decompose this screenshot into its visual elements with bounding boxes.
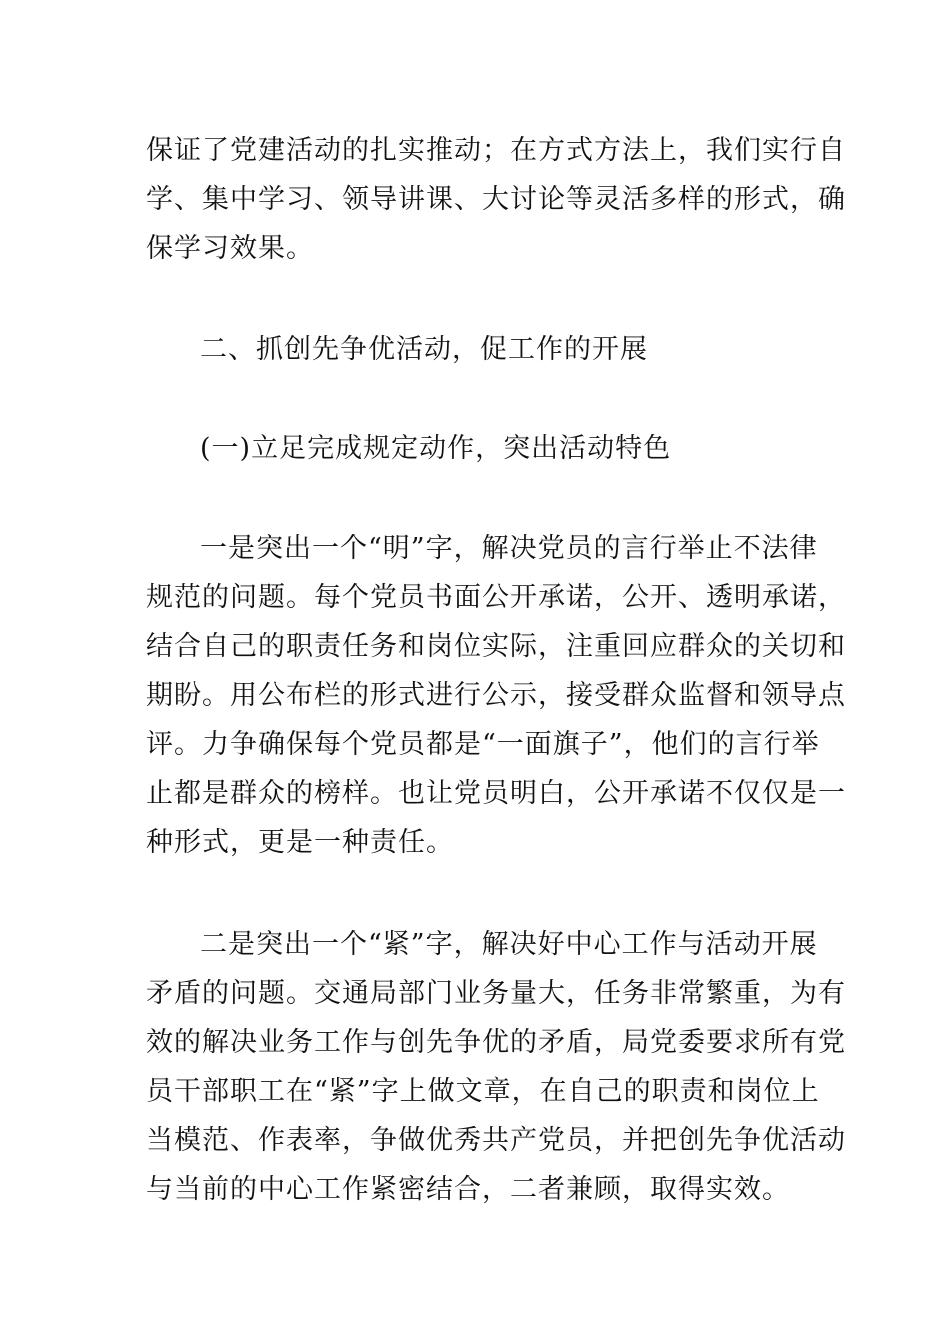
paragraph-line: 效的解决业务工作与创先争优的矛盾，局党委要求所有党 bbox=[146, 1027, 846, 1058]
paragraph-line: 评。力争确保每个党员都是“一面旗子”，他们的言行举 bbox=[146, 729, 820, 760]
paragraph-line: 种形式，更是一种责任。 bbox=[146, 827, 454, 858]
subsection-heading-block bbox=[146, 424, 810, 473]
section-heading: 二、抓创先争优活动，促工作的开展 bbox=[200, 334, 648, 365]
paragraph-line: 二是突出一个“紧”字，解决好中心工作与活动开展 bbox=[200, 929, 818, 960]
paragraph-line: 期盼。用公布栏的形式进行公示，接受群众监督和领导点 bbox=[146, 680, 846, 711]
paragraph-line: 与当前的中心工作紧密结合，二者兼顾，取得实效。 bbox=[146, 1174, 790, 1205]
paragraph-line: 结合自己的职责任务和岗位实际，注重回应群众的关切和 bbox=[146, 631, 846, 662]
subsection-heading: (一)立足完成规定动作，突出活动特色 bbox=[200, 433, 672, 464]
paragraph-line: 保学习效果。 bbox=[146, 233, 314, 264]
continuation-paragraph bbox=[146, 126, 846, 273]
body-paragraph-1 bbox=[146, 524, 846, 867]
body-paragraph-2 bbox=[146, 920, 846, 1214]
paragraph-line: 学、集中学习、领导讲课、大讨论等灵活多样的形式，确 bbox=[146, 184, 846, 215]
paragraph-line: 保证了党建活动的扎实推动；在方式方法上，我们实行自 bbox=[146, 135, 846, 166]
paragraph-line: 一是突出一个“明”字，解决党员的言行举止不法律 bbox=[200, 533, 818, 564]
paragraph-line: 当模范、作表率，争做优秀共产党员，并把创先争优活动 bbox=[146, 1125, 846, 1156]
section-heading-block bbox=[146, 325, 810, 374]
paragraph-line: 规范的问题。每个党员书面公开承诺，公开、透明承诺， bbox=[146, 582, 846, 613]
paragraph-line: 矛盾的问题。交通局部门业务量大，任务非常繁重，为有 bbox=[146, 978, 846, 1009]
paragraph-line: 员干部职工在“紧”字上做文章，在自己的职责和岗位上 bbox=[146, 1076, 820, 1107]
paragraph-line: 止都是群众的榜样。也让党员明白，公开承诺不仅仅是一 bbox=[146, 778, 846, 809]
